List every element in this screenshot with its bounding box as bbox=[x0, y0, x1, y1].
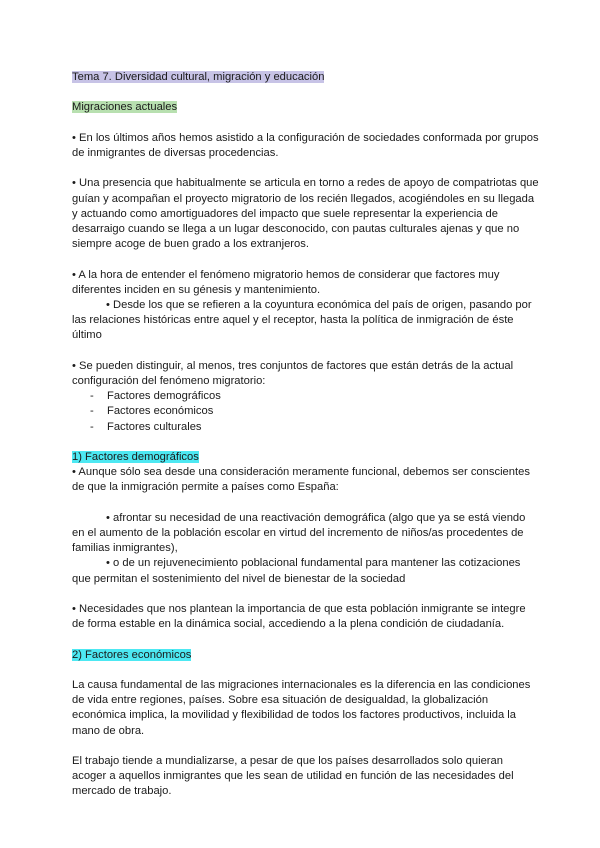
factors-list bbox=[72, 389, 540, 435]
section-heading-demograficos: 1) Factores demográficos bbox=[72, 450, 199, 463]
document-title: Tema 7. Diversidad cultural, migración y educación bbox=[72, 71, 325, 83]
paragraph-4: • Se pueden distinguir, al menos, tres conjuntos de factores que están detrás de la actual configuración del fenómeno migratorio: bbox=[72, 359, 514, 387]
paragraph-1: • En los últimos años hemos asistido a la configuración de sociedades conformada por grupos de inmigrantes de diversas procedencias. bbox=[72, 131, 539, 159]
paragraph-3: • A la hora de entender el fenómeno migratorio hemos de considerar que factores muy diferentes inciden en su génesis y mantenimiento. bbox=[72, 268, 500, 296]
section-heading-economicos: 2) Factores económicos bbox=[72, 648, 192, 661]
paragraph-5-sub-a: • afrontar su necesidad de una reactivación demográfica (algo que ya se está viendo en el aumento de la población escolar en virtud del incremento de niños/as procedentes de familias inmigrantes), bbox=[72, 511, 526, 555]
list-item: - Factores económicos bbox=[90, 404, 540, 419]
paragraph-2: • Una presencia que habitualmente se articula en torno a redes de apoyo de compatriotas que guían y acompañan el proyecto migratorio de los recién llegados, acogiéndoles en su llegada y actuando como amortiguadores del impacto que suele representar la experiencia de desarraigo cuando se llega a un lugar desconocido, con pautas culturales ajenas y que no siempre acoge de buen grado a los extranjeros. bbox=[72, 177, 539, 251]
section-heading-migraciones: Migraciones actuales bbox=[72, 101, 178, 114]
paragraph-5-sub-b: • o de un rejuvenecimiento poblacional fundamental para mantener las cotizaciones que permitan el sostenimiento del nivel de bienestar de la sociedad bbox=[72, 557, 521, 585]
paragraph-5: • Aunque sólo sea desde una consideración meramente funcional, debemos ser conscientes de que la inmigración permite a países como España: bbox=[72, 466, 530, 494]
paragraph-3-sub: • Desde los que se refieren a la coyuntura económica del país de origen, pasando por las relaciones históricas entre aquel y el receptor, hasta la política de inmigración de éste último bbox=[72, 298, 532, 342]
paragraph-6: • Necesidades que nos plantean la importancia de que esta población inmigrante se integre de forma estable en la dinámica social, accediendo a la plena condición de ciudadanía. bbox=[72, 602, 526, 631]
paragraph-7: La causa fundamental de las migraciones internacionales es la diferencia en las condiciones de vida entre regiones, países. Sobre esa situación de desigualdad, la globalización económica implica, la movilidad y flexibilidad de todos los factores productivos, incluida la mano de obra. bbox=[72, 678, 531, 737]
paragraph-8: El trabajo tiende a mundializarse, a pesar de que los países desarrollados solo quieran acoger a aquellos inmigrantes que les sean de utilidad en función de las necesidades del mercado de trabajo. bbox=[72, 754, 514, 798]
list-item: - Factores demográficos bbox=[90, 389, 540, 404]
list-item: - Factores culturales bbox=[90, 420, 540, 435]
